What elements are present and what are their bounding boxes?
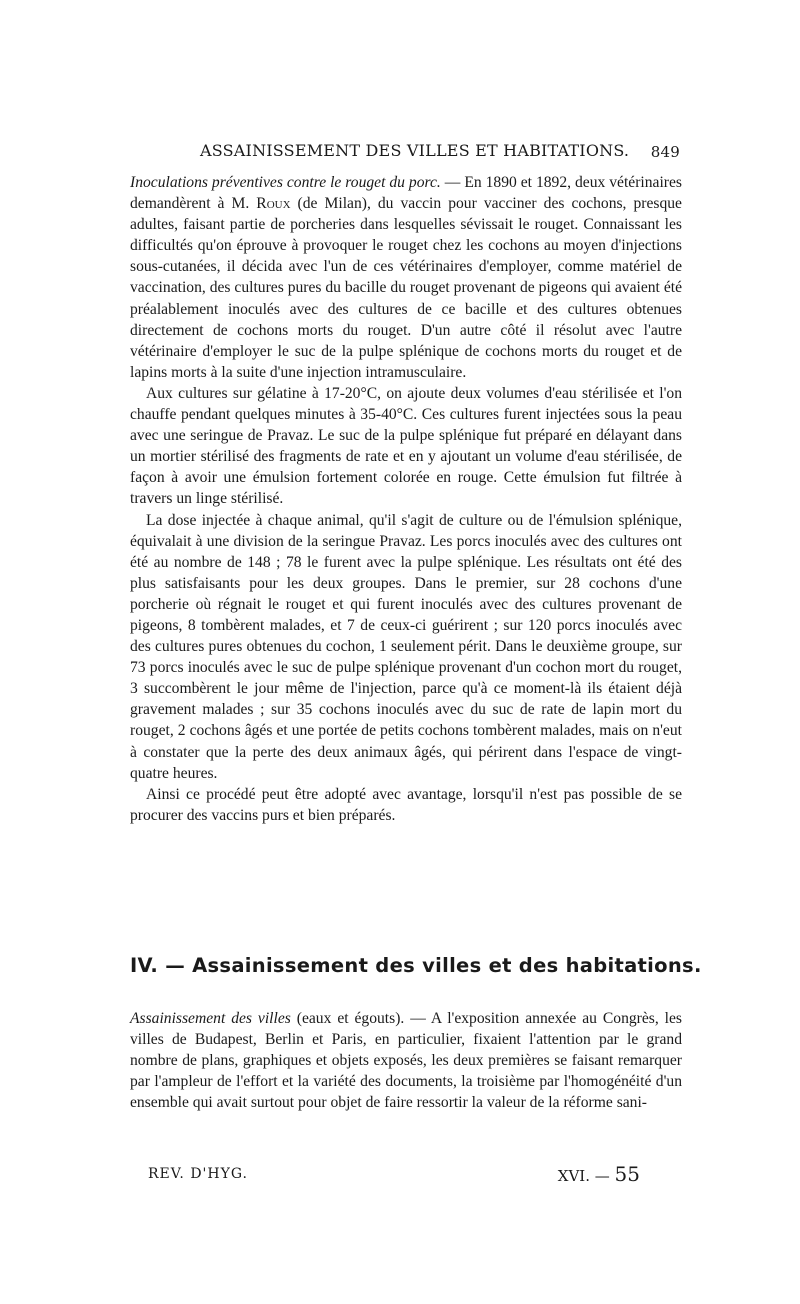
sheet-number: 55 [614, 1162, 640, 1186]
section-body-vaccination [130, 172, 682, 826]
paragraph-text: (de Milan), du vaccin pour vacciner des cochons, presque adultes, faisant partie de porcheries dans lesquelles sévissait le rouget. Connaissant les difficultés qu'on éprouve à provoquer le rouget chez les cochons au moyen d'injections sous-cutanées, il décida avec l'un de ces vétérinaires d'employer, comme matériel de vaccination, des cultures pures du bacille du rouget provenant de pigeons qui avaient été préalablement inoculés avec des cultures de ce bacille et des cultures obtenues directement de cochons morts du rouget. D'un autre côté il résolut avec l'autre vétérinaire d'employer le suc de la pulpe splénique de cochons morts du rouget et de lapins morts à la suite d'une injection intramusculaire. [130, 195, 682, 381]
author-name: Roux [256, 195, 291, 213]
section-heading: IV. — Assainissement des villes et des habitations. [130, 954, 702, 977]
sheet-signature [558, 1162, 640, 1186]
paragraph [130, 1008, 682, 1113]
paragraph-text: — En 1890 et 1892, deux vétérinaires demandèrent à M. [130, 174, 682, 213]
page-footer [148, 1162, 640, 1186]
journal-signature: REV. D'HYG. [148, 1166, 248, 1182]
section-body-sanitation [130, 1008, 682, 1113]
paragraph: Ainsi ce procédé peut être adopté avec avantage, lorsqu'il n'est pas possible de se procurer des vaccins purs et bien préparés. [130, 785, 682, 824]
volume-label: XVI. — [557, 1167, 615, 1185]
paragraph: Aux cultures sur gélatine à 17-20°C, on ajoute deux volumes d'eau stérilisée et l'on chauffe pendant quelques minutes à 35-40°C. Ces cultures furent injectées sous la peau avec une seringue de Pravaz. Le suc de la pulpe splénique fut préparé en délayant dans un mortier stérilisé des fragments de rate et en y ajoutant un volume d'eau stérilisée, de façon à avoir une émulsion fortement colorée en rouge. Cette émulsion fut filtrée à travers un linge stérilisé. [130, 384, 682, 508]
paragraph-lead-title: Inoculations préventives contre le rouget du porc. [130, 174, 441, 191]
paragraph-text: (eaux et égouts). — A l'exposition annexée au Congrès, les villes de Budapest, Berlin et Paris, en particulier, fixaient l'attention par le grand nombre de plans, graphiques et objets exposés, les deux premières se faisant remarquer par l'ampleur de l'effort et la variété des documents, la troisième par l'homogénéité d'un ensemble qui avait surtout pour objet de faire ressortir la valeur de la réforme sani- [130, 1010, 682, 1112]
header-title: ASSAINISSEMENT DES VILLES ET HABITATIONS. [200, 141, 630, 160]
paragraph-lead-title: Assainissement des villes [130, 1010, 291, 1027]
running-header [200, 141, 680, 167]
paragraph: La dose injectée à chaque animal, qu'il s'agit de culture ou de l'émulsion splénique, équivalait à une division de la seringue Pravaz. Les porcs inoculés avec des cultures ont été au nombre de 148 ; 78 le furent avec la pulpe splénique. Les résultats ont été des plus satisfaisants pour les deux groupes. Dans le premier, sur 28 cochons d'une porcherie où régnait le rouget et qui furent inoculés avec des cultures provenant de pigeons, 8 tombèrent malades, et 7 de ceux-ci guérirent ; sur 120 porcs inoculés avec des cultures pures obtenues du cochon, 1 seulement périt. Dans le deuxième groupe, sur 73 porcs inoculés avec le suc de pulpe splénique provenant d'un cochon mort du rouget, 3 succombèrent le jour même de l'injection, parce qu'à ce moment-là ils étaient déjà gravement malades ; sur 35 cochons inoculés avec du suc de rate de lapin mort du rouget, 2 cochons âgés et une portée de petits cochons tombèrent malades, mais on n'eut à constater que la perte des deux animaux âgés, qui périrent dans l'espace de vingt-quatre heures. [130, 511, 682, 782]
page-number: 849 [650, 143, 680, 161]
paragraph [130, 172, 682, 383]
